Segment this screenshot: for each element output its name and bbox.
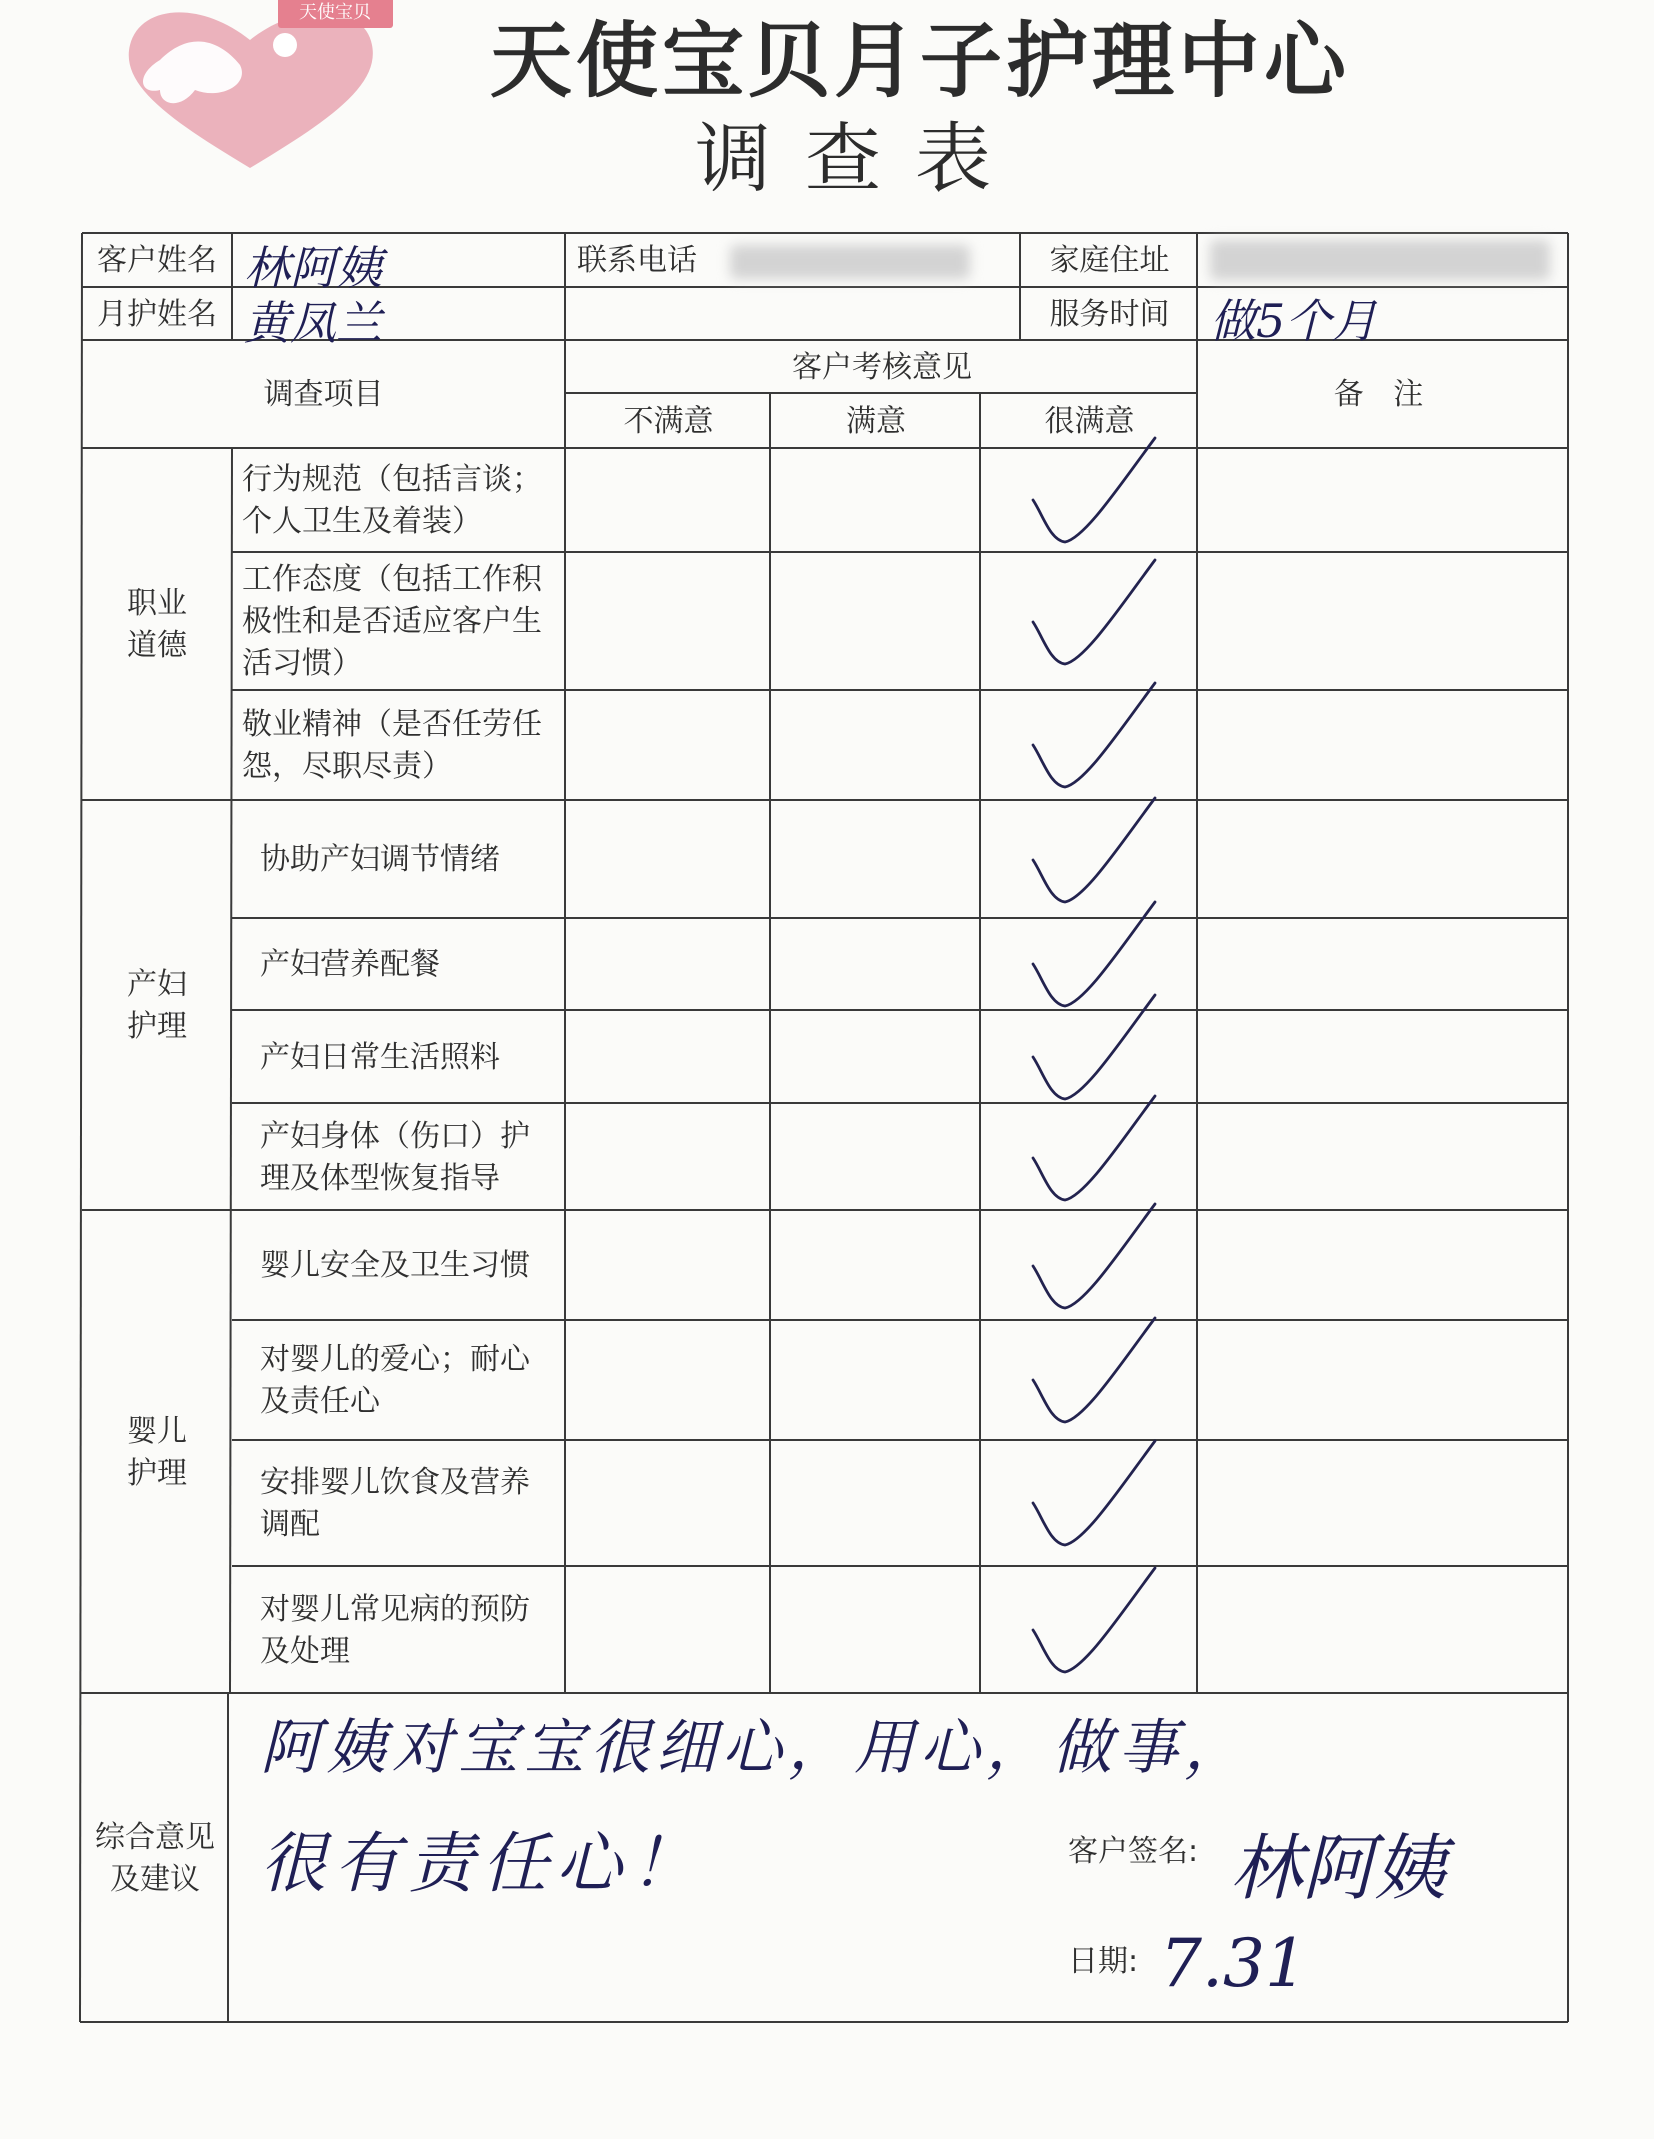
page-title: 天使宝贝月子护理中心 — [489, 13, 1350, 109]
customer-name-label: 客户姓名 — [97, 243, 217, 278]
address-label: 家庭住址 — [1049, 243, 1170, 278]
summary-comment-line2: 很有责任心！ — [260, 1825, 704, 1902]
survey-item-label: 婴儿安全及卫生习惯 — [260, 1248, 530, 1283]
signature-value: 林阿姨 — [1230, 1826, 1447, 1910]
check-mark-icon — [1025, 1433, 1165, 1563]
page-subtitle: 调查表 — [695, 114, 1025, 203]
survey-item-label: 安排婴儿饮食及营养调配 — [260, 1465, 530, 1542]
survey-item-label: 工作态度（包括工作积极性和是否适应客户生活习惯） — [242, 562, 542, 681]
check-mark-icon — [1025, 552, 1165, 682]
phone-label: 联系电话 — [577, 243, 697, 278]
survey-item-label: 产妇营养配餐 — [260, 947, 440, 982]
survey-item-label: 行为规范（包括言谈；个人卫生及着装） — [242, 462, 542, 539]
category-infant-care: 婴儿 护理 — [127, 1413, 187, 1491]
survey-item-label: 敬业精神（是否任劳任怨，尽职尽责） — [242, 707, 542, 784]
dissatisfied-header: 不满意 — [623, 403, 714, 439]
category-professional-ethics: 职业 道德 — [127, 586, 187, 663]
check-mark-icon — [1025, 1310, 1165, 1440]
logo-badge-text: 天使宝贝 — [299, 2, 371, 22]
check-mark-icon — [1025, 430, 1165, 560]
date-label: 日期: — [1068, 1944, 1139, 1979]
customer-opinion-header: 客户考核意见 — [792, 349, 972, 385]
category-maternal-care: 产妇 护理 — [127, 967, 187, 1044]
survey-item-label: 对婴儿的爱心；耐心及责任心 — [260, 1342, 530, 1419]
check-mark-icon — [1025, 675, 1165, 805]
survey-items-header: 调查项目 — [263, 377, 384, 412]
phone-redacted — [730, 245, 970, 279]
nurse-name-label: 月护姓名 — [97, 296, 217, 332]
nurse-name-value: 黄凤兰 — [244, 296, 382, 350]
address-redacted — [1210, 240, 1550, 280]
survey-item-label: 产妇日常生活照料 — [260, 1039, 500, 1075]
survey-item-label: 协助产妇调节情绪 — [260, 842, 500, 877]
service-time-value: 做5个月 — [1210, 294, 1378, 348]
survey-item-label: 产妇身体（伤口）护理及体型恢复指导 — [260, 1118, 530, 1196]
very-satisfied-header: 很满意 — [1044, 403, 1135, 439]
signature-label: 客户签名: — [1068, 1834, 1199, 1869]
date-value: 7.31 — [1160, 1925, 1307, 2002]
remarks-header: 备 注 — [1333, 377, 1434, 412]
check-mark-icon — [1025, 1196, 1165, 1326]
summary-comment-line1: 阿姨对宝宝很细心，用心，做事， — [260, 1713, 1250, 1783]
summary-label: 综合意见 及建议 — [95, 1819, 215, 1897]
satisfied-header: 满意 — [846, 403, 906, 439]
service-time-label: 服务时间 — [1049, 296, 1170, 332]
survey-item-label: 对婴儿常见病的预防及处理 — [260, 1591, 530, 1669]
customer-name-value: 林阿姨 — [244, 241, 382, 295]
check-mark-icon — [1025, 1560, 1165, 1690]
